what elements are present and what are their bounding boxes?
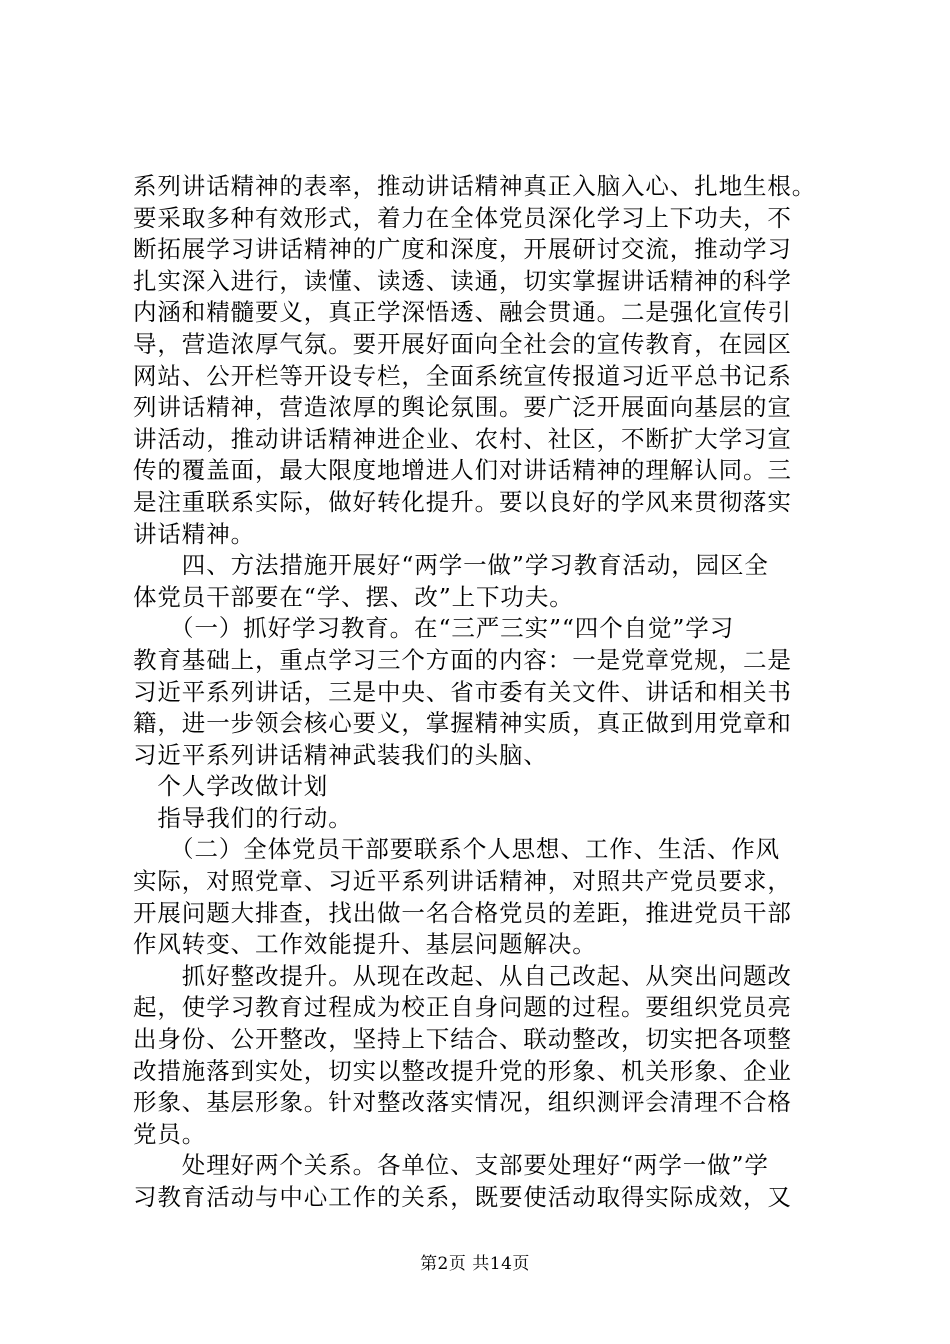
text-line: 要采取多种有效形式，着力在全体党员深化学习上下功夫，不 [133,203,792,232]
text-line: 系列讲话精神的表率，推动讲话精神真正入脑入心、扎地生根。 [133,172,817,200]
text-line: 四、方法措施开展好“两学一做”学习教育活动，园区全 [133,551,769,580]
text-line: 习近平系列讲话，三是中央、省市委有关文件、讲话和相关书 [133,677,792,706]
text-line: 讲话精神。 [133,519,255,548]
text-line: 是注重联系实际，做好转化提升。要以良好的学风来贯彻落实 [133,487,792,516]
body-text [133,171,833,1214]
text-line: 形象、基层形象。针对整改落实情况，组织测评会清理不合格 [133,1088,792,1117]
text-line: 指导我们的行动。 [133,803,353,832]
text-line: 作风转变、工作效能提升、基层问题解决。 [133,930,597,959]
text-line: 改措施落到实处，切实以整改提升党的形象、机关形象、企业 [133,1056,792,1085]
text-line: 教育基础上，重点学习三个方面的内容：一是党章党规，二是 [133,645,792,674]
text-line: 导，营造浓厚气氛。要开展好面向全社会的宣传教育，在园区 [133,329,792,358]
text-line: 习近平系列讲话精神武装我们的头脑、 [133,740,548,769]
text-line: 扎实深入进行，读懂、读透、读通，切实掌握讲话精神的科学 [133,266,792,295]
text-line: 断拓展学习讲话精神的广度和深度，开展研讨交流，推动学习 [133,235,792,264]
text-line: 传的覆盖面，最大限度地增进人们对讲话精神的理解认同。三 [133,456,792,485]
text-line: 网站、公开栏等开设专栏，全面系统宣传报道习近平总书记系 [133,361,792,390]
text-line: 党员。 [133,1119,207,1148]
text-line: 抓好整改提升。从现在改起、从自己改起、从突出问题改 [133,961,792,990]
text-line: 籍，进一步领会核心要义，掌握精神实质，真正做到用党章和 [133,709,792,738]
text-line: 内涵和精髓要义，真正学深悟透、融会贯通。二是强化宣传引 [133,298,792,327]
text-line: 起，使学习教育过程成为校正自身问题的过程。要组织党员亮 [133,993,792,1022]
text-line: （二）全体党员干部要联系个人思想、工作、生活、作风 [133,835,781,864]
text-line: 讲活动，推动讲话精神进企业、农村、社区，不断扩大学习宣 [133,424,792,453]
text-line: 开展问题大排查，找出做一名合格党员的差距，推进党员干部 [133,898,792,927]
page-number-footer: 第2页 共14页 [420,1254,530,1274]
text-line: 习教育活动与中心工作的关系，既要使活动取得实际成效，又 [133,1183,792,1211]
text-line: 体党员干部要在“学、摆、改”上下功夫。 [133,582,574,611]
text-line: 处理好两个关系。各单位、支部要处理好“两学一做”学 [133,1151,769,1180]
text-line: 实际，对照党章、习近平系列讲话精神，对照共产党员要求， [133,867,792,896]
text-line: 列讲话精神，营造浓厚的舆论氛围。要广泛开展面向基层的宣 [133,393,792,422]
text-line: 出身份、公开整改，坚持上下结合、联动整改，切实把各项整 [133,1025,792,1054]
text-line: （一）抓好学习教育。在“三严三实”“四个自觉”学习 [133,614,735,643]
text-line: 个人学改做计划 [133,772,329,801]
